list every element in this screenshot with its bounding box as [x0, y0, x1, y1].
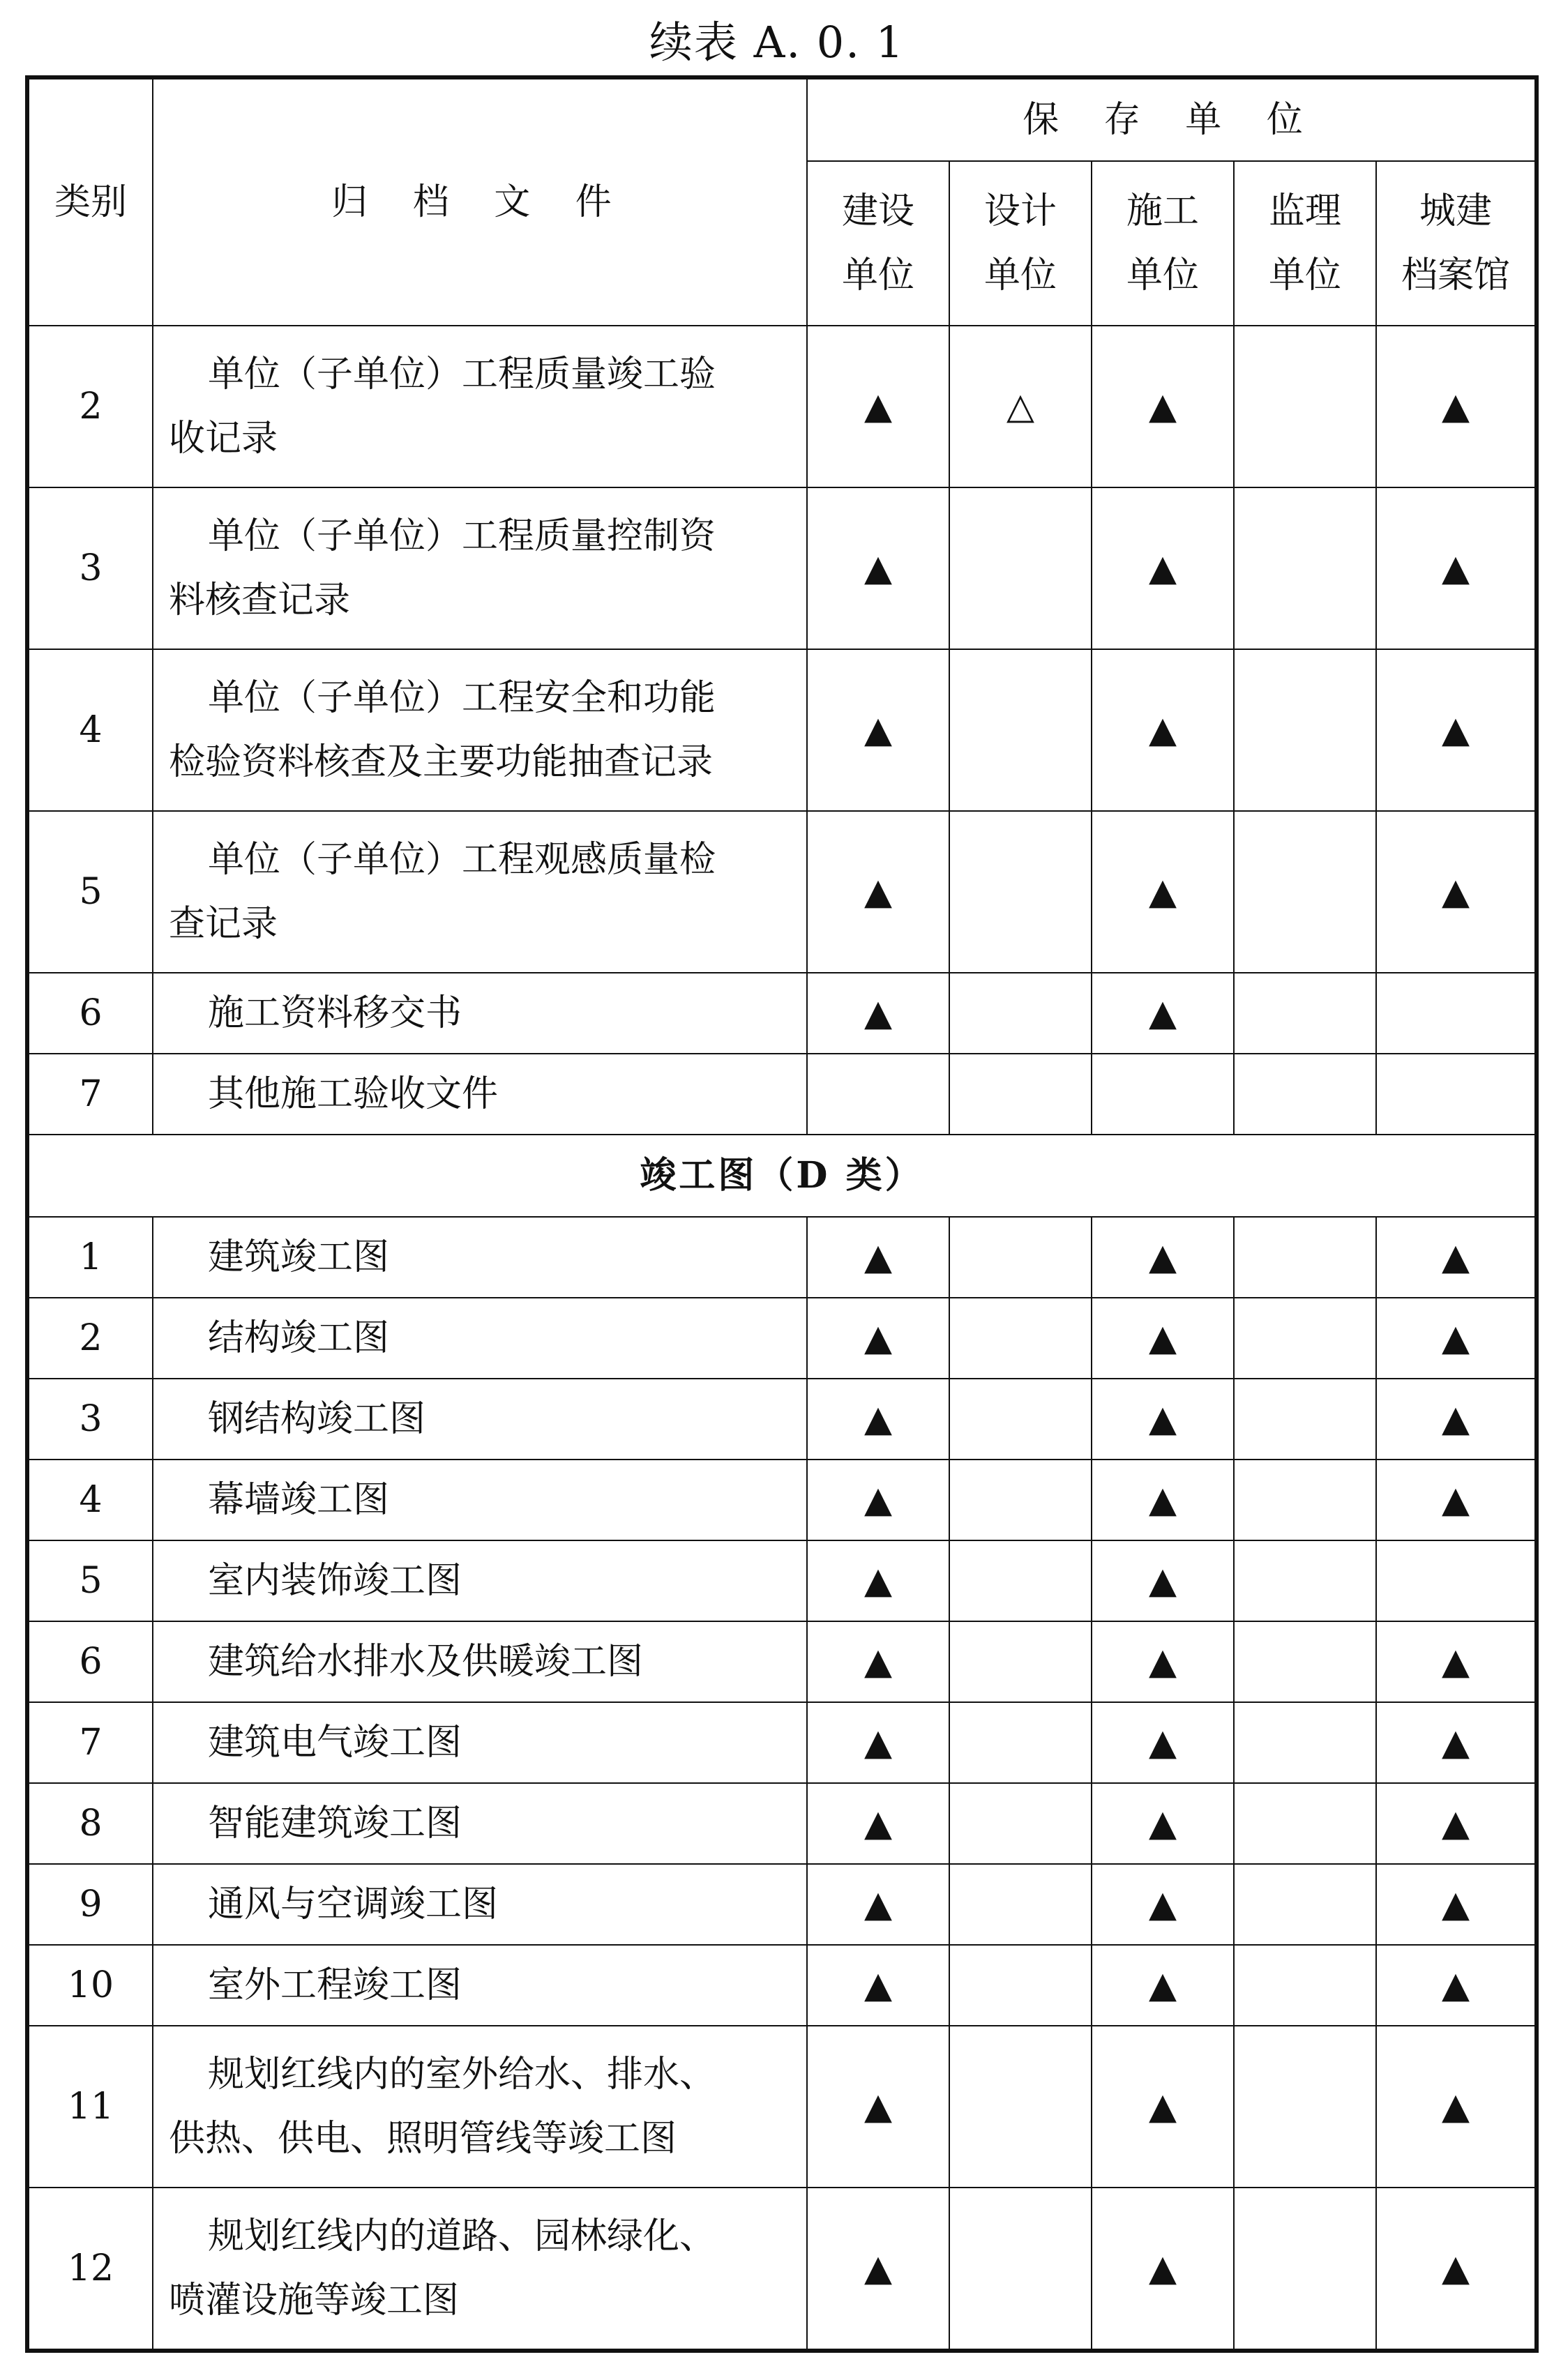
- table-row: [27, 1054, 1537, 1135]
- document-line-1: 单位（子单位）工程质量控制资: [208, 515, 716, 557]
- table-row: [27, 811, 1537, 973]
- row-document: [153, 1379, 807, 1460]
- table-row: [27, 1460, 1537, 1540]
- mark-construction: ▲: [807, 326, 949, 487]
- mark-supervision: [1234, 973, 1376, 1054]
- table-title: 续表 A. 0. 1: [649, 16, 905, 68]
- mark-supervision: [1234, 1217, 1376, 1298]
- document-line-2: 喷灌设施等竣工图: [169, 2280, 460, 2321]
- mark-archive: ▲: [1376, 1864, 1537, 1945]
- mark-archive: [1376, 1540, 1537, 1621]
- document-line-2: 料核查记录: [169, 579, 351, 621]
- mark-archive: ▲: [1376, 1945, 1537, 2026]
- mark-contractor: ▲: [1092, 1217, 1234, 1298]
- mark-construction: ▲: [807, 649, 949, 811]
- mark-construction: ▲: [807, 1460, 949, 1540]
- table-row: [27, 1298, 1537, 1379]
- row-number: 4: [27, 649, 153, 811]
- mark-contractor: ▲: [1092, 973, 1234, 1054]
- section-title: 竣工图（D 类）: [27, 1135, 1537, 1217]
- mark-contractor: ▲: [1092, 1783, 1234, 1864]
- table-row: [27, 973, 1537, 1054]
- mark-contractor: ▲: [1092, 649, 1234, 811]
- row-document: [153, 811, 807, 973]
- document-line-1: 单位（子单位）工程质量竣工验: [208, 354, 716, 395]
- mark-supervision: [1234, 1460, 1376, 1540]
- table-row: [27, 1540, 1537, 1621]
- document-line-2: 查记录: [169, 903, 278, 945]
- mark-contractor: ▲: [1092, 326, 1234, 487]
- mark-design: [949, 1864, 1092, 1945]
- mark-contractor: ▲: [1092, 1460, 1234, 1540]
- row-document: [153, 1460, 807, 1540]
- mark-design: [949, 649, 1092, 811]
- table-row: [27, 1621, 1537, 1702]
- document-line-1: 钢结构竣工图: [208, 1398, 426, 1440]
- document-line-2: 收记录: [169, 418, 278, 460]
- document-line-1: 通风与空调竣工图: [208, 1883, 499, 1925]
- mark-design: [949, 2026, 1092, 2188]
- row-document: [153, 1864, 807, 1945]
- mark-contractor: ▲: [1092, 2188, 1234, 2351]
- row-document: [153, 326, 807, 487]
- mark-construction: ▲: [807, 973, 949, 1054]
- row-document: [153, 1945, 807, 2026]
- table-row: [27, 2188, 1537, 2351]
- mark-contractor: ▲: [1092, 1945, 1234, 2026]
- row-number: 3: [27, 487, 153, 649]
- document-line-1: 其他施工验收文件: [208, 1073, 499, 1115]
- mark-design: [949, 1783, 1092, 1864]
- table-row: [27, 1783, 1537, 1864]
- document-line-1: 建筑给水排水及供暖竣工图: [208, 1641, 644, 1683]
- row-number: 4: [27, 1460, 153, 1540]
- header-unit-supervision: 监理 单位: [1234, 161, 1376, 326]
- mark-contractor: ▲: [1092, 1864, 1234, 1945]
- mark-contractor: ▲: [1092, 1379, 1234, 1460]
- mark-design: [949, 487, 1092, 649]
- mark-archive: ▲: [1376, 1460, 1537, 1540]
- mark-design: [949, 811, 1092, 973]
- header-row-top: [27, 77, 1537, 161]
- table-row: [27, 1379, 1537, 1460]
- row-number: 6: [27, 973, 153, 1054]
- row-number: 7: [27, 1702, 153, 1783]
- mark-supervision: [1234, 1298, 1376, 1379]
- mark-design: [949, 2188, 1092, 2351]
- row-document: [153, 1783, 807, 1864]
- mark-contractor: ▲: [1092, 2026, 1234, 2188]
- document-line-1: 室内装饰竣工图: [208, 1560, 462, 1602]
- document-line-1: 结构竣工图: [208, 1317, 390, 1359]
- row-number: 10: [27, 1945, 153, 2026]
- mark-construction: ▲: [807, 1298, 949, 1379]
- header-unit-archive: 城建 档案馆: [1376, 161, 1537, 326]
- mark-construction: ▲: [807, 487, 949, 649]
- table-row: [27, 2026, 1537, 2188]
- document-line-2: 供热、供电、照明管线等竣工图: [169, 2118, 677, 2160]
- mark-construction: ▲: [807, 1945, 949, 2026]
- mark-archive: [1376, 973, 1537, 1054]
- mark-design: [949, 1702, 1092, 1783]
- archive-table: [25, 75, 1539, 2353]
- row-number: 2: [27, 1298, 153, 1379]
- document-line-2: 检验资料核查及主要功能抽查记录: [169, 741, 714, 783]
- mark-archive: ▲: [1376, 2026, 1537, 2188]
- table-row: [27, 649, 1537, 811]
- document-line-1: 智能建筑竣工图: [208, 1803, 462, 1844]
- row-number: 2: [27, 326, 153, 487]
- document-line-1: 施工资料移交书: [208, 992, 462, 1034]
- header-unit-design: 设计 单位: [949, 161, 1092, 326]
- mark-contractor: ▲: [1092, 1702, 1234, 1783]
- mark-archive: ▲: [1376, 1702, 1537, 1783]
- document-line-1: 单位（子单位）工程观感质量检: [208, 839, 716, 881]
- mark-design: [949, 1621, 1092, 1702]
- mark-supervision: [1234, 326, 1376, 487]
- row-number: 12: [27, 2188, 153, 2351]
- header-unit-construction: 建设 单位: [807, 161, 949, 326]
- mark-archive: ▲: [1376, 1621, 1537, 1702]
- row-number: 11: [27, 2026, 153, 2188]
- row-document: [153, 1621, 807, 1702]
- mark-contractor: [1092, 1054, 1234, 1135]
- table-row: [27, 1702, 1537, 1783]
- mark-archive: ▲: [1376, 1298, 1537, 1379]
- mark-construction: ▲: [807, 1540, 949, 1621]
- document-line-1: 规划红线内的道路、园林绿化、: [208, 2215, 716, 2257]
- mark-design: [949, 1945, 1092, 2026]
- mark-archive: ▲: [1376, 326, 1537, 487]
- header-unit-contractor: 施工 单位: [1092, 161, 1234, 326]
- mark-construction: ▲: [807, 1783, 949, 1864]
- row-number: 1: [27, 1217, 153, 1298]
- mark-archive: [1376, 1054, 1537, 1135]
- row-document: [153, 649, 807, 811]
- row-number: 9: [27, 1864, 153, 1945]
- mark-contractor: ▲: [1092, 487, 1234, 649]
- mark-archive: ▲: [1376, 1379, 1537, 1460]
- mark-design: [949, 1460, 1092, 1540]
- mark-construction: ▲: [807, 1217, 949, 1298]
- mark-design: [949, 1540, 1092, 1621]
- mark-archive: ▲: [1376, 1783, 1537, 1864]
- row-document: [153, 1702, 807, 1783]
- mark-construction: ▲: [807, 2026, 949, 2188]
- mark-archive: ▲: [1376, 1217, 1537, 1298]
- document-line-1: 建筑电气竣工图: [208, 1722, 462, 1764]
- mark-design: [949, 1054, 1092, 1135]
- mark-construction: ▲: [807, 1864, 949, 1945]
- mark-contractor: ▲: [1092, 1298, 1234, 1379]
- mark-design: △: [949, 326, 1092, 487]
- mark-archive: ▲: [1376, 487, 1537, 649]
- mark-supervision: [1234, 2026, 1376, 2188]
- mark-supervision: [1234, 2188, 1376, 2351]
- mark-construction: ▲: [807, 2188, 949, 2351]
- document-line-1: 建筑竣工图: [208, 1236, 390, 1278]
- mark-contractor: ▲: [1092, 811, 1234, 973]
- mark-construction: ▲: [807, 1621, 949, 1702]
- section-row: [27, 1135, 1537, 1217]
- mark-contractor: ▲: [1092, 1540, 1234, 1621]
- row-number: 5: [27, 811, 153, 973]
- mark-supervision: [1234, 1540, 1376, 1621]
- mark-supervision: [1234, 1054, 1376, 1135]
- row-number: 6: [27, 1621, 153, 1702]
- mark-design: [949, 1298, 1092, 1379]
- mark-design: [949, 973, 1092, 1054]
- mark-design: [949, 1379, 1092, 1460]
- mark-archive: ▲: [1376, 649, 1537, 811]
- row-document: [153, 973, 807, 1054]
- mark-supervision: [1234, 487, 1376, 649]
- mark-contractor: ▲: [1092, 1621, 1234, 1702]
- document-line-1: 规划红线内的室外给水、排水、: [208, 2054, 716, 2095]
- row-document: [153, 1540, 807, 1621]
- mark-archive: ▲: [1376, 811, 1537, 973]
- row-document: [153, 1217, 807, 1298]
- row-document: [153, 1054, 807, 1135]
- document-line-1: 室外工程竣工图: [208, 1964, 462, 2006]
- mark-construction: ▲: [807, 811, 949, 973]
- row-number: 7: [27, 1054, 153, 1135]
- header-storage-units: 保 存 单 位: [807, 77, 1537, 161]
- mark-supervision: [1234, 1864, 1376, 1945]
- row-number: 5: [27, 1540, 153, 1621]
- mark-supervision: [1234, 1379, 1376, 1460]
- document-line-1: 单位（子单位）工程安全和功能: [208, 677, 716, 719]
- row-document: [153, 1298, 807, 1379]
- mark-construction: ▲: [807, 1379, 949, 1460]
- mark-supervision: [1234, 1783, 1376, 1864]
- mark-supervision: [1234, 649, 1376, 811]
- table-row: [27, 1217, 1537, 1298]
- mark-supervision: [1234, 1621, 1376, 1702]
- mark-design: [949, 1217, 1092, 1298]
- row-number: 8: [27, 1783, 153, 1864]
- mark-construction: ▲: [807, 1702, 949, 1783]
- mark-archive: ▲: [1376, 2188, 1537, 2351]
- row-document: [153, 487, 807, 649]
- row-document: [153, 2026, 807, 2188]
- mark-construction: [807, 1054, 949, 1135]
- table-row: [27, 487, 1537, 649]
- table-row: [27, 326, 1537, 487]
- header-category: 类别: [27, 77, 153, 326]
- row-number: 3: [27, 1379, 153, 1460]
- mark-supervision: [1234, 1945, 1376, 2026]
- header-document: 归 档 文 件: [153, 77, 807, 326]
- row-document: [153, 2188, 807, 2351]
- mark-supervision: [1234, 811, 1376, 973]
- document-line-1: 幕墙竣工图: [208, 1479, 390, 1521]
- mark-supervision: [1234, 1702, 1376, 1783]
- table-row: [27, 1864, 1537, 1945]
- table-row: [27, 1945, 1537, 2026]
